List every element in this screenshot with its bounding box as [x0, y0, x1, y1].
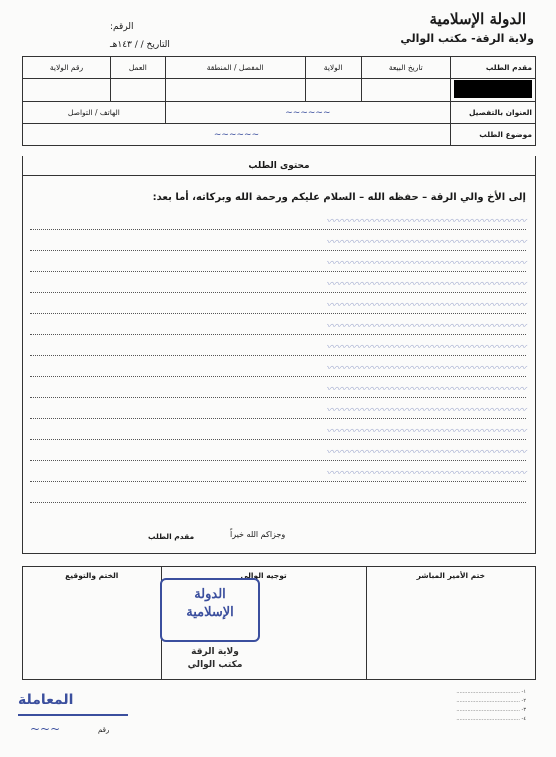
province-number-header: رقم الولاية — [23, 57, 111, 79]
ruled-line — [30, 378, 526, 398]
address-label: العنوان بالتفصيل — [451, 102, 536, 124]
greeting-line: إلى الأخ والي الرقة – حفظه الله – السلام عليكم ورحمة الله وبركاته، أما بعد: — [152, 192, 526, 203]
handwriting-scribble: 〰〰〰〰〰〰〰〰〰〰〰〰〰〰〰〰〰〰〰〰 — [326, 468, 526, 479]
seal-signature-cell — [23, 567, 162, 680]
handwriting-scribble: 〰〰〰〰〰〰〰〰〰〰〰〰〰〰〰〰〰〰〰〰 — [326, 384, 526, 395]
district-header: المفصل / المنطقة — [165, 57, 305, 79]
handwriting-scribble: 〰〰〰〰〰〰〰〰〰〰〰〰〰〰〰〰〰〰〰〰 — [326, 279, 526, 290]
handwriting-scribble: 〰〰〰〰〰〰〰〰〰〰〰〰〰〰〰〰〰〰〰〰 — [326, 405, 526, 416]
phone-label: الهاتف / التواصل — [23, 102, 166, 124]
province-number-value — [23, 79, 111, 102]
ruled-line — [30, 441, 526, 461]
province-header: الولاية — [305, 57, 361, 79]
office-subtitle: ولاية الرقة- مكتب الوالي — [400, 32, 534, 45]
handwriting-scribble: 〰〰〰〰〰〰〰〰〰〰〰〰〰〰〰〰〰〰〰〰 — [326, 447, 526, 458]
handwriting-scribble: 〰〰〰〰〰〰〰〰〰〰〰〰〰〰〰〰〰〰〰〰 — [326, 258, 526, 269]
supervisor-stamp-cell — [366, 567, 535, 680]
address-value — [165, 102, 450, 124]
redaction-block — [454, 80, 532, 98]
closing-line: وجزاكم الله خيراً — [230, 530, 286, 539]
subject-label: موضوع الطلب — [451, 124, 536, 146]
handwriting-scribble: 〰〰〰〰〰〰〰〰〰〰〰〰〰〰〰〰〰〰〰〰 — [326, 363, 526, 374]
transaction-number-label: رقم — [98, 726, 110, 734]
footnotes — [456, 688, 526, 724]
reference-number-label: الرقم: — [110, 22, 134, 32]
transaction-label: المعاملة — [18, 692, 74, 708]
official-stamp — [160, 578, 260, 642]
ruled-line — [30, 336, 526, 356]
stamp-caption — [170, 646, 260, 672]
approval-table — [22, 566, 536, 680]
handwriting-scribble: 〰〰〰〰〰〰〰〰〰〰〰〰〰〰〰〰〰〰〰〰 — [326, 321, 526, 332]
ruled-line — [30, 210, 526, 230]
subject-value — [23, 124, 451, 146]
handwriting-scribble: ~~~~~~ — [285, 107, 331, 118]
applicant-label: مقدم الطلب — [451, 57, 536, 79]
ruled-line — [30, 483, 526, 503]
district-value — [165, 79, 305, 102]
ruled-line — [30, 252, 526, 272]
ruled-line — [30, 357, 526, 377]
footnote-line: ٢- ........................................ — [456, 698, 526, 704]
work-header: العمل — [111, 57, 166, 79]
ruled-line — [30, 273, 526, 293]
handwriting-scribble: 〰〰〰〰〰〰〰〰〰〰〰〰〰〰〰〰〰〰〰〰 — [326, 342, 526, 353]
date-label: التاريخ / / ١٤٣هـ — [110, 40, 170, 50]
work-value — [111, 79, 166, 102]
handwriting-scribble: 〰〰〰〰〰〰〰〰〰〰〰〰〰〰〰〰〰〰〰〰 — [326, 216, 526, 227]
governor-guidance-label: توجيه الوالي — [240, 571, 287, 580]
handwriting-scribble: 〰〰〰〰〰〰〰〰〰〰〰〰〰〰〰〰〰〰〰〰 — [326, 237, 526, 248]
stamp-office: مكتب الوالي — [187, 660, 243, 670]
seal-signature-label: الختم والتوقيع — [65, 571, 119, 580]
ruled-line — [30, 399, 526, 419]
ruled-line — [30, 231, 526, 251]
transaction-number-handwriting: ~~~ — [30, 722, 61, 736]
footnote-line: ٣- ........................................ — [456, 707, 526, 713]
footnote-line: ٤- ........................................ — [456, 716, 526, 722]
ruled-line — [30, 420, 526, 440]
transaction-underline — [18, 714, 128, 716]
pledge-date-value — [361, 79, 450, 102]
applicant-signature-label: مقدم الطلب — [148, 532, 195, 541]
handwriting-scribble: ~~~~~~ — [213, 129, 260, 140]
applicant-name-redacted — [451, 79, 536, 102]
state-title: الدولة الإسلامية — [429, 10, 526, 28]
pledge-date-header: تاريخ البيعة — [361, 57, 450, 79]
footnote-line: ١- ........................................ — [456, 689, 526, 695]
content-title: محتوى الطلب — [22, 156, 536, 176]
province-value — [305, 79, 361, 102]
ruled-line — [30, 462, 526, 482]
supervisor-stamp-label: ختم الأمير المباشر — [416, 571, 486, 580]
ruled-line — [30, 315, 526, 335]
stamp-line2: الإسلامية — [186, 605, 234, 620]
handwriting-scribble: 〰〰〰〰〰〰〰〰〰〰〰〰〰〰〰〰〰〰〰〰 — [326, 300, 526, 311]
handwriting-scribble: 〰〰〰〰〰〰〰〰〰〰〰〰〰〰〰〰〰〰〰〰 — [326, 426, 526, 437]
applicant-info-table — [22, 56, 536, 146]
ruled-line — [30, 294, 526, 314]
stamp-wilaya: ولاية الرقة — [191, 647, 239, 657]
stamp-line1: الدولة — [194, 587, 226, 602]
